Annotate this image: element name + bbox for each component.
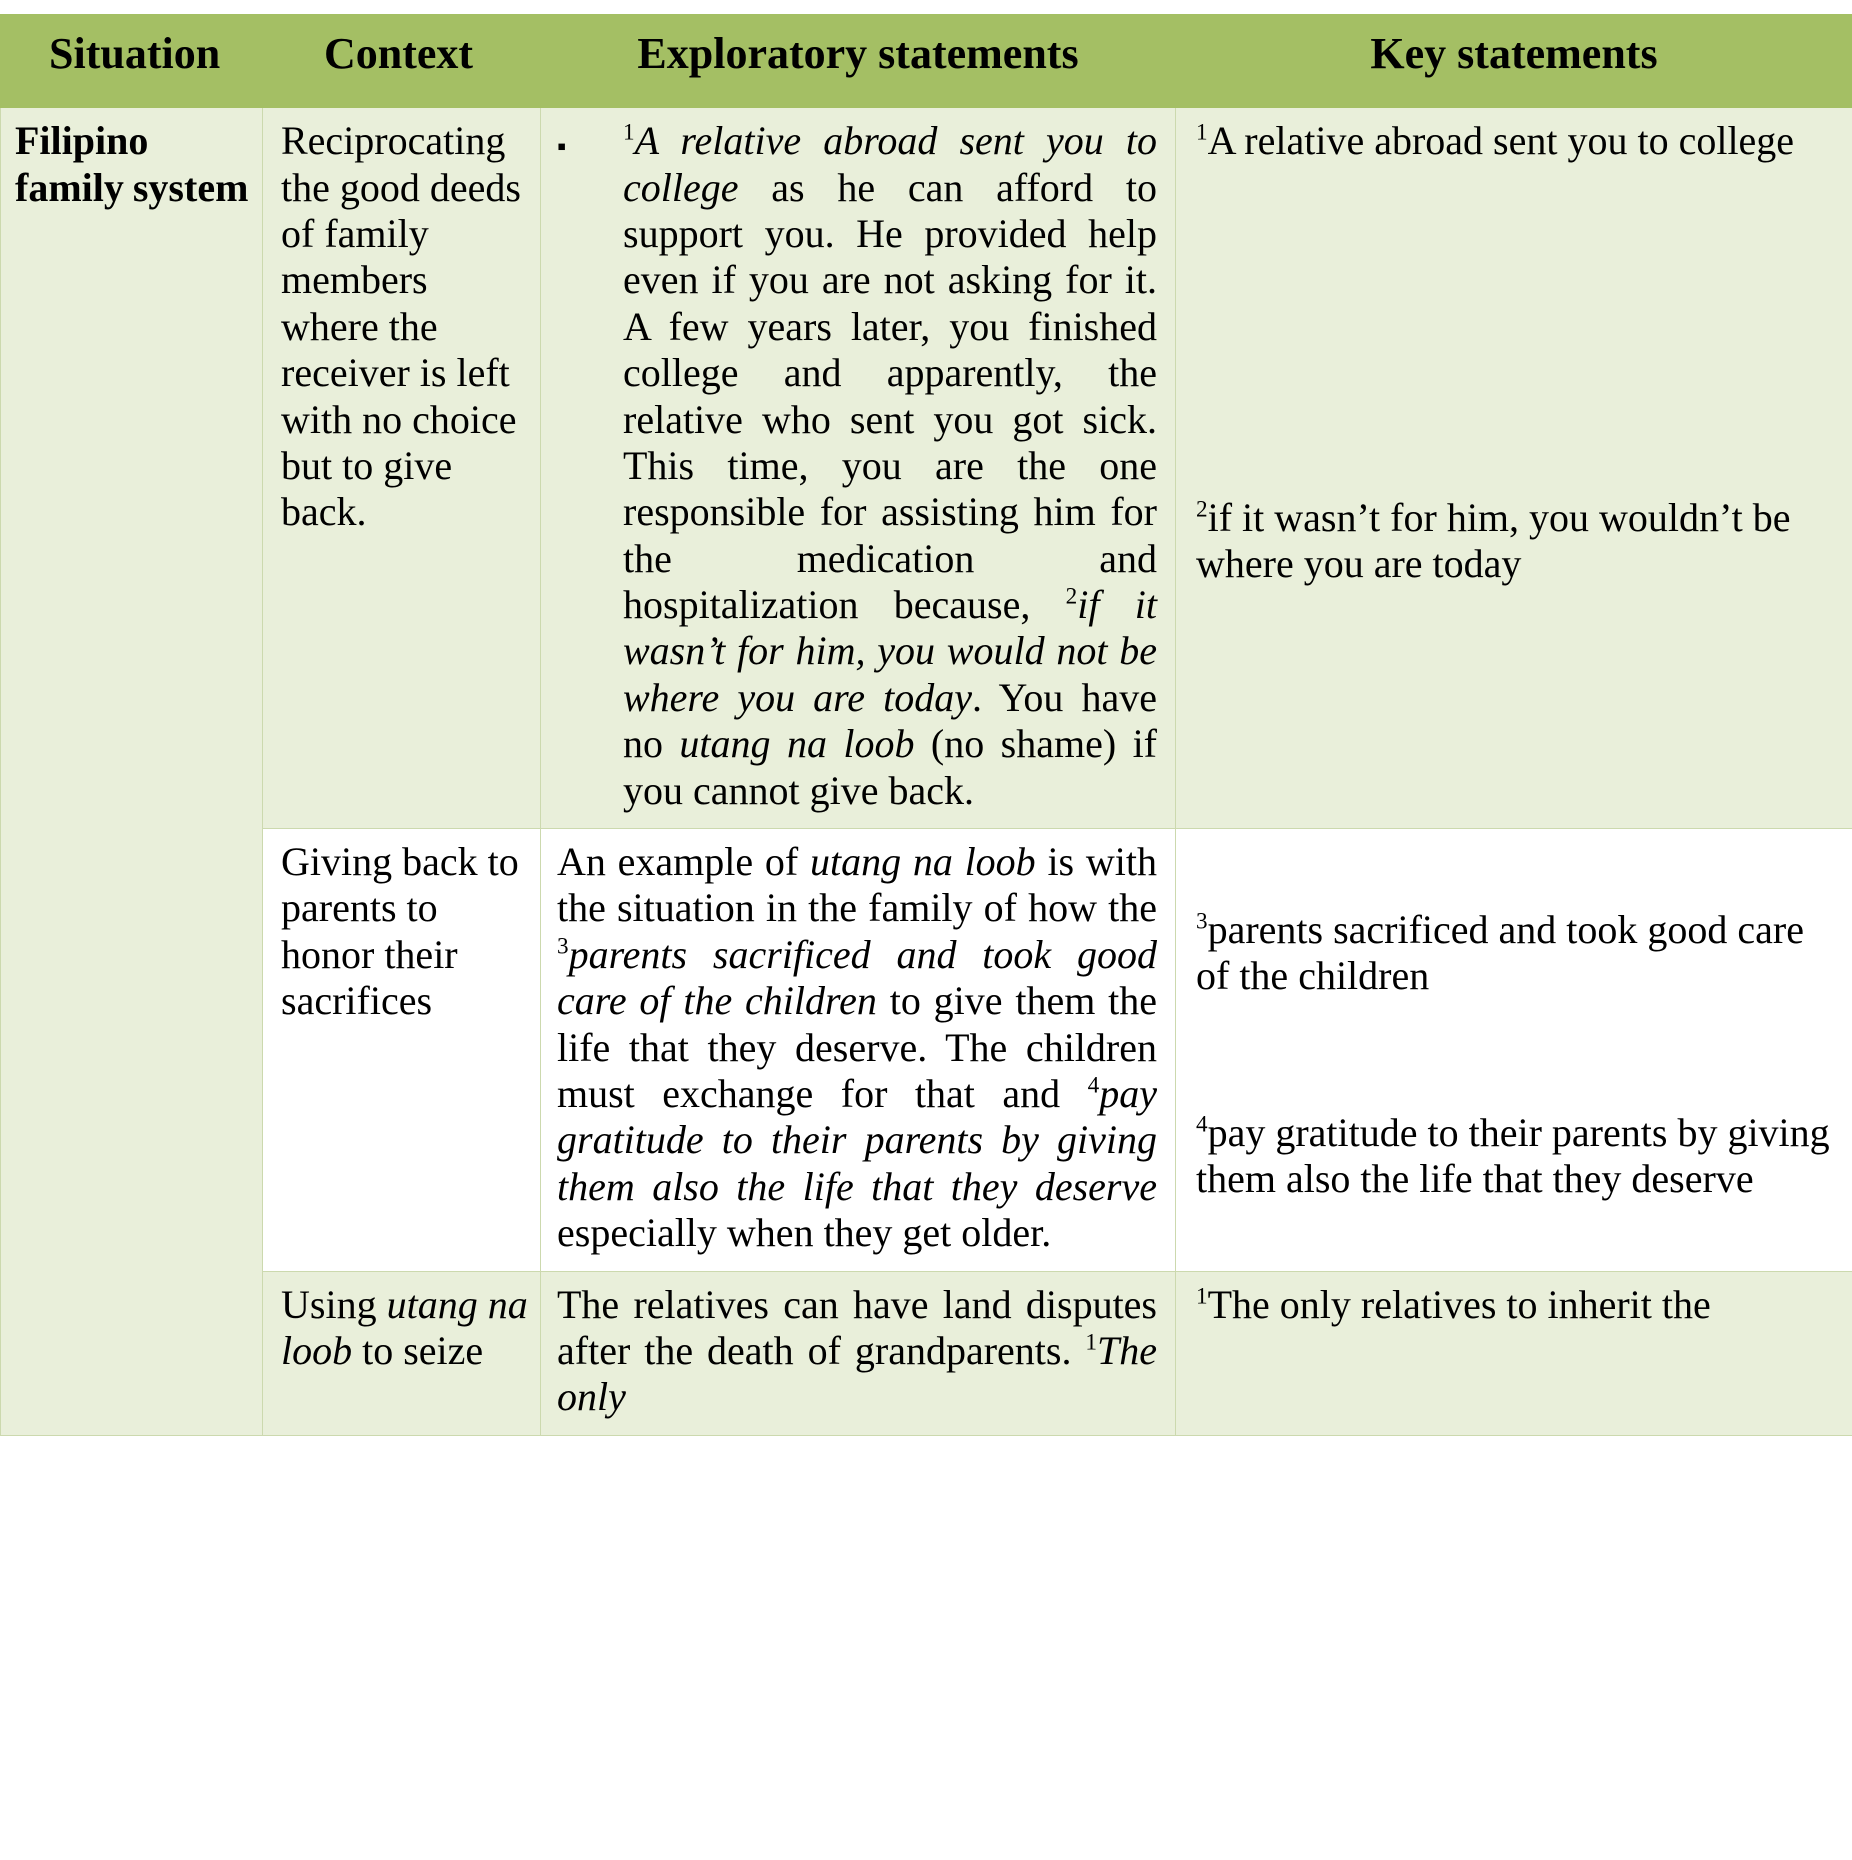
cell-context bbox=[263, 1271, 541, 1435]
cell-exploratory-statements bbox=[541, 829, 1176, 1272]
key-superscript-1: 1 bbox=[1196, 1283, 1208, 1310]
square-bullet-icon: ▪ bbox=[557, 132, 567, 162]
table-row bbox=[1, 1271, 1852, 1435]
narrative-segment-4: (no shame) if you cannot give back. bbox=[623, 721, 1157, 813]
quoted-segment-2: if it wasn’t for him, you would not be where you are today bbox=[623, 582, 1158, 720]
narrative-segment-2: as he can afford to support you. He provided help even if you are not asking for it. A few years later, you finished college and apparently, the relative who sent you got sick. This time, you are the one responsible for assisting him for the medication and hospitalization because, bbox=[623, 164, 1157, 628]
table-header bbox=[1, 15, 1852, 108]
narrative-segment-1: An example of bbox=[557, 839, 810, 885]
quoted-segment-1: The only bbox=[557, 1327, 1157, 1420]
key-statement-text: The only relatives to inherit the bbox=[1207, 1281, 1711, 1327]
column-header-context: Context bbox=[263, 15, 541, 108]
exploratory-paragraph bbox=[557, 839, 1157, 1257]
cell-context: Giving back to parents to honor their sacrifices bbox=[263, 829, 541, 1272]
tagalog-term-utang-na-loob: utang na loob bbox=[809, 839, 1036, 885]
column-header-key-statements: Key statements bbox=[1176, 15, 1852, 108]
footnote-superscript-1: 1 bbox=[1085, 1329, 1097, 1356]
key-statement-spacer bbox=[1196, 1000, 1838, 1110]
key-superscript-3: 3 bbox=[1196, 908, 1208, 935]
cell-key-statements bbox=[1176, 1271, 1852, 1435]
footnote-superscript-4: 4 bbox=[1087, 1072, 1100, 1099]
footnote-superscript-1: 1 bbox=[623, 119, 635, 146]
exploratory-paragraph bbox=[623, 118, 1157, 814]
key-statement-text: if it wasn’t for him, you wouldn’t be where you are today bbox=[1196, 494, 1791, 586]
key-statement-item bbox=[1196, 118, 1838, 164]
table-row bbox=[1, 829, 1852, 1272]
cell-key-statements bbox=[1176, 829, 1852, 1272]
key-statement-item bbox=[1196, 907, 1838, 1000]
key-statement-item bbox=[1196, 1282, 1838, 1328]
narrative-segment-3: to give them the life that they deserve. The children must exchange for that and bbox=[557, 978, 1158, 1116]
footnote-superscript-3: 3 bbox=[557, 933, 569, 960]
table-row bbox=[1, 108, 1852, 829]
tagalog-term-utang-na-loob: utang na loob bbox=[679, 721, 915, 767]
key-statement-item bbox=[1196, 1110, 1838, 1203]
cell-exploratory-statements bbox=[541, 108, 1176, 829]
key-superscript-4: 4 bbox=[1196, 1111, 1208, 1138]
narrative-segment-4: especially when they get older. bbox=[557, 1210, 1052, 1256]
table-header-row bbox=[1, 15, 1852, 108]
quoted-segment-4: pay gratitude to their parents by giving them also the life that they deserve bbox=[557, 1071, 1157, 1209]
footnote-superscript-2: 2 bbox=[1065, 583, 1078, 610]
quoted-segment-1: A relative abroad sent you to college bbox=[623, 118, 1157, 210]
cell-context: Reciprocating the good deeds of family members where the receiver is left with no choice but to give back. bbox=[263, 108, 541, 829]
column-header-exploratory-statements: Exploratory statements bbox=[541, 15, 1176, 108]
narrative-segment-2: is with the situation in the family of how the bbox=[557, 839, 1157, 931]
key-statement-text: pay gratitude to their parents by giving them also the life that they deserve bbox=[1196, 1109, 1830, 1202]
context-segment-post: to seize bbox=[352, 1327, 484, 1373]
context-segment-pre: Using bbox=[281, 1281, 387, 1327]
cell-exploratory-statements bbox=[541, 1271, 1176, 1435]
quoted-segment-3: parents sacrificed and took good care of the children bbox=[557, 931, 1157, 1024]
key-statement-text: A relative abroad sent you to college bbox=[1207, 118, 1795, 164]
key-statement-spacer bbox=[1196, 165, 1838, 495]
tagalog-term-utang-na-loob: utang na loob bbox=[281, 1281, 528, 1373]
key-statement-text: parents sacrificed and took good care of the children bbox=[1196, 907, 1804, 999]
key-superscript-1: 1 bbox=[1196, 119, 1208, 146]
qualitative-analysis-table bbox=[0, 14, 1852, 1436]
column-header-situation: Situation bbox=[1, 15, 263, 108]
narrative-segment-1: The relatives can have land disputes after the death of grandparents. bbox=[557, 1281, 1157, 1373]
key-superscript-2: 2 bbox=[1196, 496, 1208, 523]
key-statement-spacer bbox=[1196, 839, 1838, 907]
table-body bbox=[1, 108, 1852, 1436]
narrative-segment-3: . You have no bbox=[623, 674, 1158, 767]
cell-key-statements bbox=[1176, 108, 1852, 829]
key-statement-item bbox=[1196, 495, 1838, 588]
exploratory-paragraph bbox=[557, 1282, 1157, 1421]
cell-situation: Filipino family system bbox=[1, 108, 263, 1436]
